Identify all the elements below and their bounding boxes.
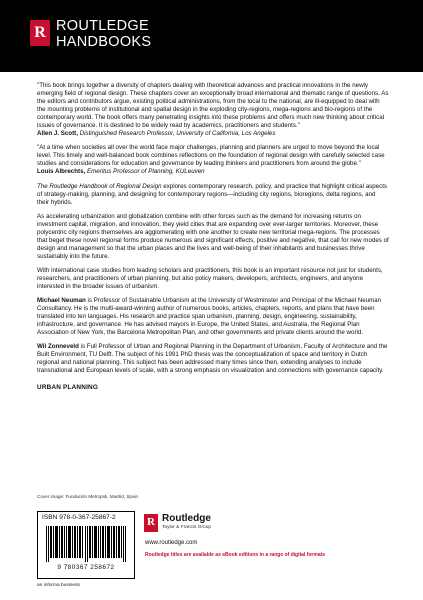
barcode-icon [46, 526, 128, 562]
routledge-logo-icon [30, 20, 50, 46]
header-band [0, 0, 423, 72]
editor-1-name: Michael Neuman [37, 297, 86, 305]
description-paragraph-1 [37, 183, 389, 207]
quote-1-title: Distinguished Research Professor, University of California, Los Angeles [79, 130, 276, 138]
description-paragraph-2: As accelerating urbanization and globalization combine with other forces such as the demand for increasing returns on investment capital, migration, and innovation, they yield cities that are expanding over ever-larger territories. Moreover, these polycentric city regions themselves are agglomerating with one another to create new territorial mega-regions. The processes that beget these novel regional forms produce numerous and significant effects, positive and negative, that call for new modes of design and management so that the urban places and the lives and well-being of their inhabitants and businesses thrive sustainably into the future. [37, 212, 389, 260]
isbn-label: ISBN 978-0-367-25867-2 [42, 514, 116, 521]
quote-1-text: "This book brings together a diversity of chapters dealing with theoretical advances and practical innovations in the newly emerging field of regional design. These chapters cover an exceptionally broad international and thematic range of questions. As the editors and contributors argue, existing political administrations, from the local to the national, are ill-equipped to deal with the mounting problems of institutional and spatial design in the exploding city-regions, mega-regions and bio-regions of the contemporary world. The book offers many penetrating insights into these problems and offers much new thinking about critical issues of governance. It is destined to be widely read by academics, practitioners and students." [37, 82, 389, 130]
description-paragraph-3: With international case studies from leading scholars and practitioners, this book is an important resource not just for students, researchers, and practitioners of urban planning, but also policy makers, developers, architects, engineers, and anyone interested in the broader issues of urbanism. [37, 266, 383, 291]
barcode-digits: 9 780367 258672 [57, 564, 115, 571]
barcode-block [37, 511, 135, 579]
brand-line-1: ROUTLEDGE [56, 18, 149, 34]
editor-2-name: Wil Zonneveld [37, 343, 79, 351]
cover-image-credit: Cover image: Fundación Metropoli, Madrid, Spain [37, 494, 139, 499]
publisher-logo-letter: R [147, 516, 155, 528]
quote-2 [37, 144, 389, 176]
logo-letter: R [34, 24, 46, 41]
book-title: The Routledge Handbook of Regional Design [37, 182, 162, 190]
ebook-note: Routledge titles are available as eBook editions in a range of digital formats [145, 552, 326, 558]
quote-2-name: Louis Albrechts, [37, 168, 86, 176]
back-cover-text [37, 82, 389, 392]
quote-1-name: Allen J. Scott, [37, 130, 78, 138]
quote-2-attribution [37, 168, 205, 175]
quote-1 [37, 82, 389, 138]
publisher-url: www.routledge.com [145, 540, 198, 546]
subject-category: URBAN PLANNING [37, 383, 99, 391]
editor-1-bio: is Professor of Sustainable Urbanism at the University of Westminster and Principal of the Michael Neuman Consultancy. He is the multi-award-winning author of numerous books, articles, chapters, reports, and plans that have been translated into ten languages. His research and practice span urbanism, planning, design, engineering, sustainability, infrastructure, and governance. He has advised mayors in Europe, the United States, and Australia, the Regional Plan Association of New York, the Barcelona Metropolitan Plan, and other governments and private clients around the world. [37, 297, 382, 337]
publisher-subline: Taylor & Francis Group [162, 525, 212, 530]
brand-line-2: HANDBOOKS [56, 34, 152, 50]
quote-2-title: Emeritus Professor of Planning, KULeuven [86, 168, 205, 176]
description-p1-rest: explores contemporary research, policy, and practice that highlight critical aspects of strategy-making, planning, and designing for contemporary regions—including city regions, bioregions, delta regions, and their hybrids. [37, 182, 388, 206]
quote-2-text: "At a time when societies all over the world face major challenges, planning and planners are urged to move beyond the local level. This timely and well-balanced book combines reflections on the foundation of regional design with carefully selected case studies and considerations for education and governance by leading thinkers and practitioners from around the globe." [37, 144, 385, 168]
quote-1-attribution [37, 130, 275, 137]
editor-2-bio: is Full Professor of Urban and Regional Planning in the Department of Urbanism, Faculty of Architecture and the Built Environment, TU Delft. The subject of his 1991 PhD thesis was the conceptualization of space and territory in Dutch regional and national planning. This subject has been addressed many times since then, extending analyses to include transnational and European levels of scale, with a strong emphasis on visualization and connections with governance capacity. [37, 343, 388, 375]
editor-bio-1 [37, 297, 389, 337]
informa-tagline: an informa business [37, 583, 80, 588]
editor-bio-2 [37, 343, 389, 375]
publisher-name: Routledge [162, 513, 211, 524]
series-brand [56, 18, 151, 50]
publisher-logo-icon [144, 514, 158, 532]
